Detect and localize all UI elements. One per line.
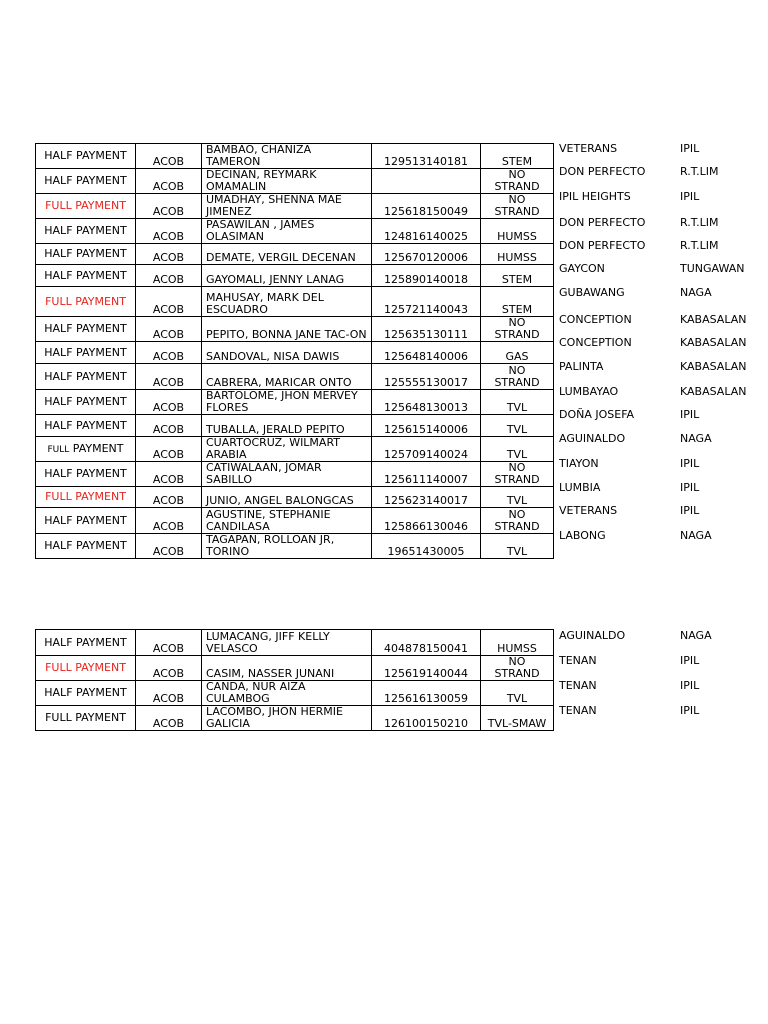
table-row	[36, 287, 554, 317]
table-row	[36, 317, 554, 342]
strand-cell: NO STRAND	[481, 194, 554, 219]
student-name-cell: CATIWALAAN, JOMAR SABILLO	[202, 462, 372, 487]
lrn-cell: 125611140007	[372, 462, 481, 487]
payment-status-cell: FULL PAYMENT	[36, 194, 136, 219]
code-cell: ACOB	[136, 265, 202, 287]
code-cell: ACOB	[136, 364, 202, 390]
municipality-label: IPIL	[680, 190, 700, 203]
municipality-label: R.T.LIM	[680, 165, 719, 178]
table-row	[36, 169, 554, 194]
strand-cell: TVL	[481, 415, 554, 437]
payment-status-cell: HALF PAYMENT	[36, 508, 136, 534]
payment-status-cell: HALF PAYMENT	[36, 390, 136, 415]
code-cell: ACOB	[136, 706, 202, 731]
code-cell: ACOB	[136, 144, 202, 169]
municipality-label: IPIL	[680, 481, 700, 494]
lrn-cell: 124816140025	[372, 219, 481, 244]
strand-cell: GAS	[481, 342, 554, 364]
student-name-cell: GAYOMALI, JENNY LANAG	[202, 265, 372, 287]
municipality-label: IPIL	[680, 142, 700, 155]
lrn-cell	[372, 169, 481, 194]
strand-cell: TVL	[481, 437, 554, 462]
lrn-cell: 125890140018	[372, 265, 481, 287]
municipality-label: IPIL	[680, 704, 700, 717]
payment-status-cell: HALF PAYMENT	[36, 265, 136, 287]
enrollment-table-1	[35, 143, 554, 559]
barangay-label: LABONG	[559, 529, 606, 542]
barangay-label: TENAN	[559, 704, 597, 717]
table-row	[36, 144, 554, 169]
table-row	[36, 342, 554, 364]
strand-cell: NO STRAND	[481, 169, 554, 194]
lrn-cell: 125721140043	[372, 287, 481, 317]
student-name-cell: TAGAPAN, ROLLOAN JR, TORINO	[202, 534, 372, 559]
code-cell: ACOB	[136, 244, 202, 265]
strand-cell: NO STRAND	[481, 656, 554, 681]
lrn-cell: 125619140044	[372, 656, 481, 681]
municipality-label: R.T.LIM	[680, 216, 719, 229]
barangay-label: LUMBAYAO	[559, 385, 619, 398]
payment-status-cell: FULL PAYMENT	[36, 487, 136, 508]
lrn-cell: 125635130111	[372, 317, 481, 342]
code-cell: ACOB	[136, 630, 202, 656]
table-row	[36, 462, 554, 487]
municipality-label: NAGA	[680, 529, 712, 542]
student-name-cell: CANDA, NUR AIZA CULAMBOG	[202, 681, 372, 706]
student-name-cell: LACOMBO, JHON HERMIE GALICIA	[202, 706, 372, 731]
strand-cell: STEM	[481, 144, 554, 169]
municipality-label: IPIL	[680, 457, 700, 470]
payment-status-cell: HALF PAYMENT	[36, 244, 136, 265]
strand-cell: STEM	[481, 265, 554, 287]
code-cell: ACOB	[136, 317, 202, 342]
student-name-cell: PASAWILAN , JAMES OLASIMAN	[202, 219, 372, 244]
code-cell: ACOB	[136, 681, 202, 706]
payment-status-cell: HALF PAYMENT	[36, 169, 136, 194]
student-name-cell: JUNIO, ANGEL BALONGCAS	[202, 487, 372, 508]
code-cell: ACOB	[136, 342, 202, 364]
strand-cell: HUMSS	[481, 244, 554, 265]
municipality-label: NAGA	[680, 286, 712, 299]
student-name-cell: CABRERA, MARICAR ONTO	[202, 364, 372, 390]
student-name-cell: CASIM, NASSER JUNANI	[202, 656, 372, 681]
enrollment-table-2	[35, 629, 554, 731]
barangay-label: LUMBIA	[559, 481, 601, 494]
code-cell: ACOB	[136, 169, 202, 194]
municipality-label: IPIL	[680, 654, 700, 667]
lrn-cell: 404878150041	[372, 630, 481, 656]
student-name-cell: SANDOVAL, NISA DAWIS	[202, 342, 372, 364]
table-row	[36, 265, 554, 287]
municipality-label: IPIL	[680, 504, 700, 517]
payment-status-cell: HALF PAYMENT	[36, 681, 136, 706]
barangay-label: CONCEPTION	[559, 313, 632, 326]
code-cell: ACOB	[136, 390, 202, 415]
strand-cell: HUMSS	[481, 219, 554, 244]
student-name-cell: TUBALLA, JERALD PEPITO	[202, 415, 372, 437]
barangay-label: CONCEPTION	[559, 336, 632, 349]
student-name-cell: UMADHAY, SHENNA MAE JIMENEZ	[202, 194, 372, 219]
payment-status-cell: HALF PAYMENT	[36, 342, 136, 364]
table-row	[36, 244, 554, 265]
table-row	[36, 437, 554, 462]
payment-status-cell: FULL PAYMENT	[36, 706, 136, 731]
barangay-label: AGUINALDO	[559, 432, 626, 445]
barangay-label: GAYCON	[559, 262, 605, 275]
lrn-cell: 126100150210	[372, 706, 481, 731]
table-row	[36, 390, 554, 415]
municipality-label: NAGA	[680, 432, 712, 445]
table-row	[36, 194, 554, 219]
payment-status-cell: HALF PAYMENT	[36, 317, 136, 342]
table-row	[36, 656, 554, 681]
student-name-cell: DECINAN, REYMARK OMAMALIN	[202, 169, 372, 194]
barangay-label: TIAYON	[559, 457, 599, 470]
payment-status-cell: HALF PAYMENT	[36, 144, 136, 169]
municipality-label: NAGA	[680, 629, 712, 642]
lrn-cell: 125648140006	[372, 342, 481, 364]
table-row	[36, 219, 554, 244]
barangay-label: VETERANS	[559, 504, 618, 517]
code-cell: ACOB	[136, 534, 202, 559]
strand-cell: TVL	[481, 681, 554, 706]
municipality-label: TUNGAWAN	[680, 262, 745, 275]
payment-status-cell: HALF PAYMENT	[36, 219, 136, 244]
barangay-label: DON PERFECTO	[559, 216, 646, 229]
lrn-cell: 125616130059	[372, 681, 481, 706]
barangay-label: GUBAWANG	[559, 286, 625, 299]
barangay-label: TENAN	[559, 654, 597, 667]
municipality-label: KABASALAN	[680, 360, 747, 373]
student-name-cell: AGUSTINE, STEPHANIE CANDILASA	[202, 508, 372, 534]
code-cell: ACOB	[136, 508, 202, 534]
student-name-cell: CUARTOCRUZ, WILMART ARABIA	[202, 437, 372, 462]
municipality-label: KABASALAN	[680, 385, 747, 398]
lrn-cell: 125709140024	[372, 437, 481, 462]
barangay-label: AGUINALDO	[559, 629, 626, 642]
payment-status-cell: HALF PAYMENT	[36, 630, 136, 656]
strand-cell: TVL	[481, 487, 554, 508]
strand-cell: STEM	[481, 287, 554, 317]
lrn-cell: 125866130046	[372, 508, 481, 534]
code-cell: ACOB	[136, 462, 202, 487]
strand-cell: NO STRAND	[481, 317, 554, 342]
strand-cell: NO STRAND	[481, 508, 554, 534]
payment-status-cell: HALF PAYMENT	[36, 534, 136, 559]
student-name-cell: MAHUSAY, MARK DEL ESCUADRO	[202, 287, 372, 317]
student-name-cell: BAMBAO, CHANIZA TAMERON	[202, 144, 372, 169]
code-cell: ACOB	[136, 656, 202, 681]
table-row	[36, 681, 554, 706]
table-row	[36, 706, 554, 731]
lrn-cell: 129513140181	[372, 144, 481, 169]
lrn-cell: 125648130013	[372, 390, 481, 415]
payment-status-cell: HALF PAYMENT	[36, 415, 136, 437]
student-name-cell: PEPITO, BONNA JANE TAC-ON	[202, 317, 372, 342]
table-row	[36, 415, 554, 437]
student-name-cell: BARTOLOME, JHON MERVEY FLORES	[202, 390, 372, 415]
payment-status-cell: HALF PAYMENT	[36, 364, 136, 390]
barangay-label: IPIL HEIGHTS	[559, 190, 631, 203]
strand-cell: HUMSS	[481, 630, 554, 656]
lrn-cell: 125618150049	[372, 194, 481, 219]
barangay-label: TENAN	[559, 679, 597, 692]
municipality-label: R.T.LIM	[680, 239, 719, 252]
lrn-cell: 19651430005	[372, 534, 481, 559]
municipality-label: IPIL	[680, 679, 700, 692]
barangay-label: DOÑA JOSEFA	[559, 408, 635, 421]
lrn-cell: 125555130017	[372, 364, 481, 390]
payment-status-cell: FULL PAYMENT	[36, 437, 136, 462]
table-row	[36, 534, 554, 559]
barangay-label: DON PERFECTO	[559, 239, 646, 252]
municipality-label: KABASALAN	[680, 336, 747, 349]
strand-cell: TVL-SMAW	[481, 706, 554, 731]
lrn-cell: 125615140006	[372, 415, 481, 437]
table-row	[36, 487, 554, 508]
code-cell: ACOB	[136, 287, 202, 317]
table-row	[36, 508, 554, 534]
code-cell: ACOB	[136, 415, 202, 437]
payment-status-cell: FULL PAYMENT	[36, 656, 136, 681]
code-cell: ACOB	[136, 194, 202, 219]
municipality-label: KABASALAN	[680, 313, 747, 326]
table-row	[36, 364, 554, 390]
strand-cell: TVL	[481, 534, 554, 559]
student-name-cell: LUMACANG, JIFF KELLY VELASCO	[202, 630, 372, 656]
lrn-cell: 125670120006	[372, 244, 481, 265]
payment-status-cell: HALF PAYMENT	[36, 462, 136, 487]
lrn-cell: 125623140017	[372, 487, 481, 508]
code-cell: ACOB	[136, 487, 202, 508]
code-cell: ACOB	[136, 437, 202, 462]
barangay-label: DON PERFECTO	[559, 165, 646, 178]
barangay-label: PALINTA	[559, 360, 604, 373]
table-row	[36, 630, 554, 656]
strand-cell: TVL	[481, 390, 554, 415]
barangay-label: VETERANS	[559, 142, 618, 155]
municipality-label: IPIL	[680, 408, 700, 421]
payment-status-cell: FULL PAYMENT	[36, 287, 136, 317]
code-cell: ACOB	[136, 219, 202, 244]
strand-cell: NO STRAND	[481, 462, 554, 487]
strand-cell: NO STRAND	[481, 364, 554, 390]
student-name-cell: DEMATE, VERGIL DECENAN	[202, 244, 372, 265]
